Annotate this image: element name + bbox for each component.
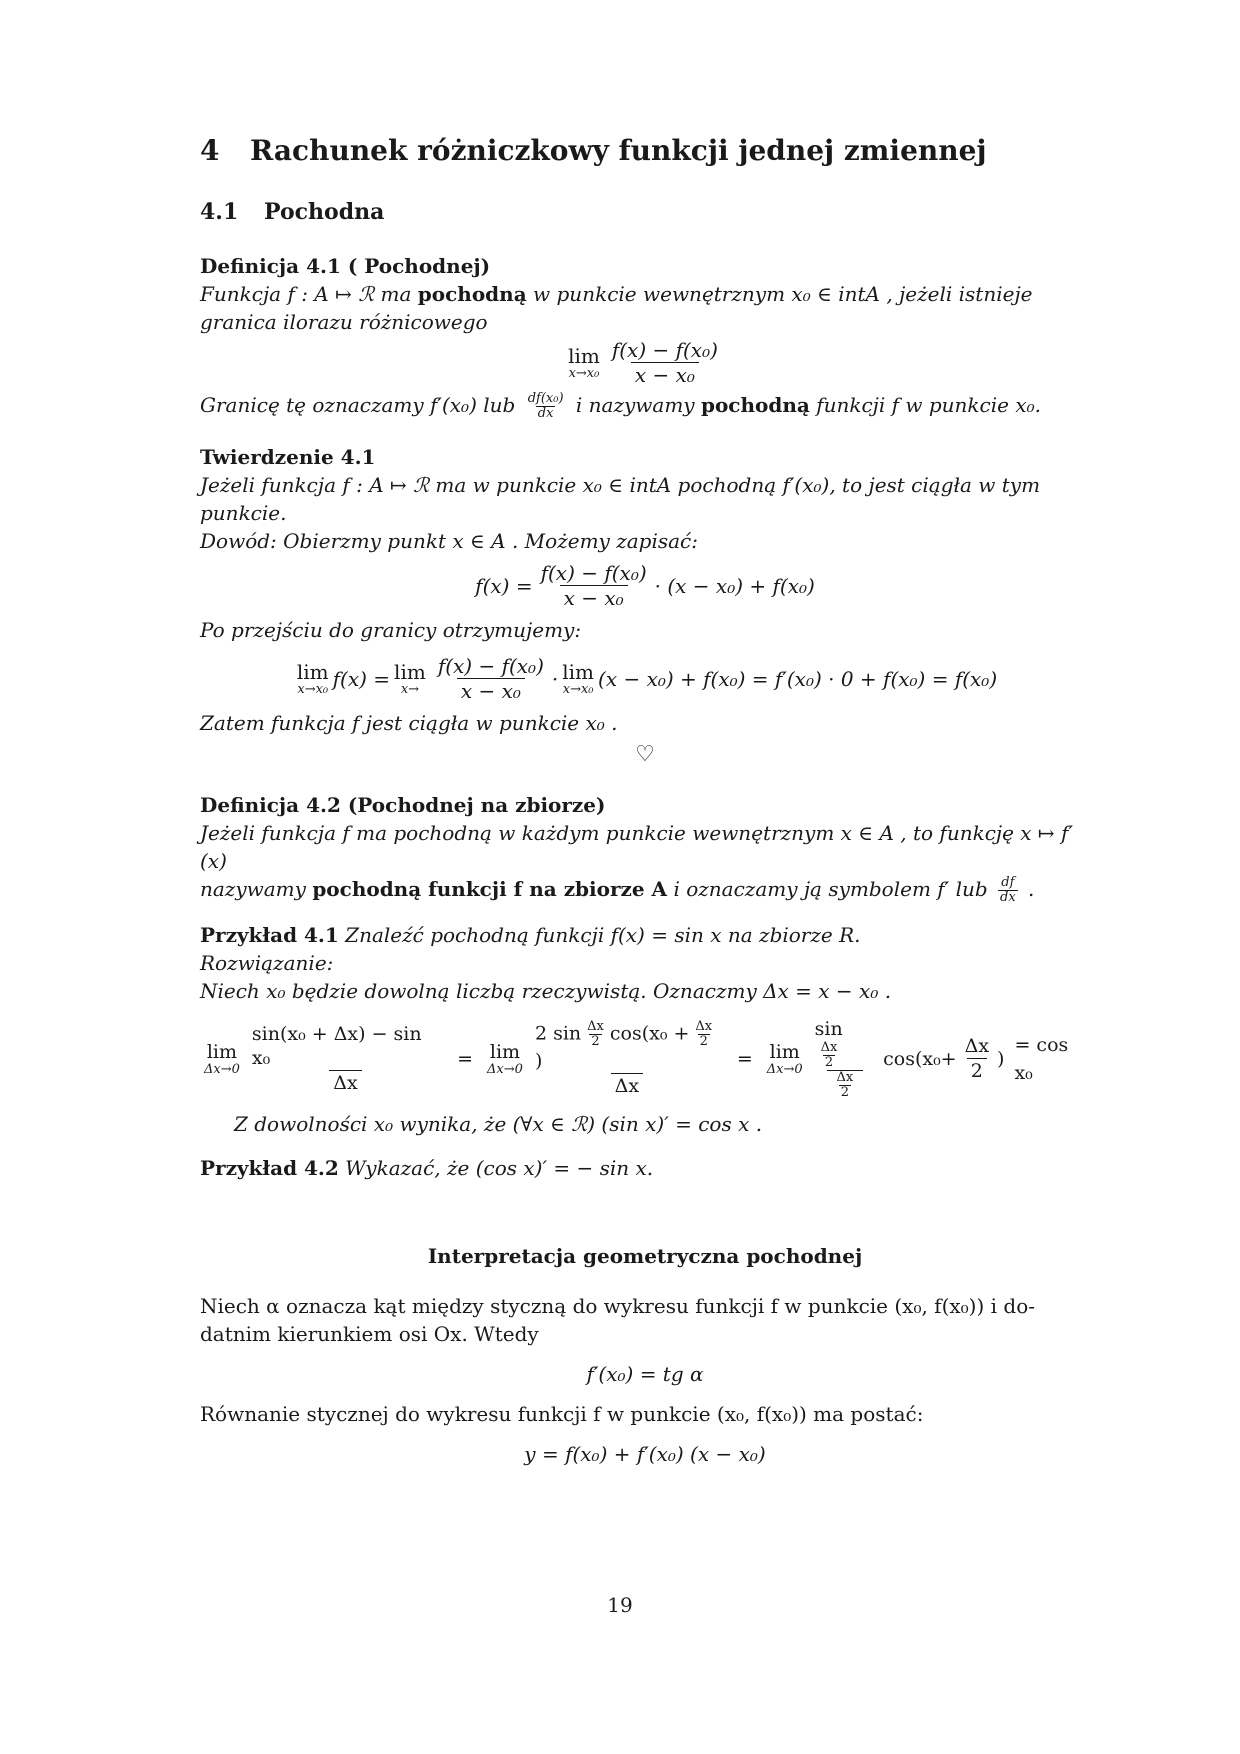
numerator: Δx (964, 1035, 990, 1057)
section-title: Pochodna (264, 199, 385, 225)
def2-text: . (1028, 877, 1035, 901)
fraction (434, 654, 548, 703)
def1-map: f : A ↦ ℛ (287, 282, 375, 306)
numerator (811, 1017, 879, 1070)
section-heading (200, 198, 1090, 226)
def1-text: Funkcja (200, 282, 282, 306)
example-4-2 (200, 1154, 1090, 1182)
limit-operator (297, 661, 329, 697)
page-number: 19 (607, 1593, 633, 1617)
derivative-fraction (998, 876, 1018, 905)
fraction (608, 338, 722, 387)
limit-operator (767, 1041, 803, 1077)
numerator: Δx (820, 1040, 838, 1055)
page-content (200, 120, 1090, 1472)
fraction (961, 1034, 993, 1083)
proof-text: Po przejściu do granicy otrzymujemy: (200, 618, 582, 642)
def2-bold-term: pochodną funkcji f na zbiorze A (312, 877, 668, 901)
denominator: 2 (699, 1033, 708, 1049)
lim-word: lim (206, 1040, 238, 1063)
limit-operator (562, 661, 594, 697)
numerator-part: ) (534, 1049, 543, 1072)
numerator: df(x₀) (527, 391, 564, 406)
def1-text: jeżeli istnieje (899, 282, 1033, 306)
denominator: x − x₀ (457, 678, 525, 703)
lim-word: lim (568, 343, 600, 368)
proof-equation-2 (200, 654, 1090, 703)
limit-operator (394, 661, 426, 697)
chapter-number: 4 (200, 134, 220, 167)
chapter-title: Rachunek różniczkowy funkcji jednej zmiennej (250, 134, 987, 167)
def1-math: f′(x₀) (430, 393, 477, 417)
lim-subscript: Δx→0 (204, 1061, 240, 1077)
def1-text: i nazywamy (575, 393, 695, 417)
tangent-line-equation: y = f(x₀) + f′(x₀) (x − x₀) (524, 1442, 766, 1466)
geom-paragraph: Równanie stycznej do wykresu funkcji f w punkcie (x₀, f(x₀)) ma postać: (200, 1402, 924, 1426)
solution-text: Niech x₀ będzie dowolną liczbą rzeczywistą. Oznaczmy Δx = x − x₀ . (200, 979, 892, 1003)
lim-word: lim (769, 1040, 800, 1063)
numerator: df (1001, 875, 1015, 890)
denominator: x − x₀ (560, 585, 628, 610)
solution-label: Rozwiązanie: (200, 951, 334, 975)
equation-part: (x − x₀) + f(x₀) = f′(x₀) · 0 + f(x₀) = f(x₀) (598, 666, 998, 691)
subsection-title: Interpretacja geometryczna pochodnej (427, 1244, 863, 1268)
section-number: 4.1 (200, 199, 239, 225)
denominator: 2 (591, 1033, 600, 1049)
example-task-line (200, 921, 1090, 949)
limit-operator (204, 1041, 240, 1077)
half-fraction (819, 1041, 840, 1070)
example-heading: Przykład 4.1 (200, 923, 339, 947)
fraction (248, 1022, 443, 1095)
definition-heading: Definicja 4.2 (Pochodnej na zbiorze) (200, 793, 606, 817)
denominator: dx (1000, 890, 1016, 905)
half-fraction (693, 1020, 714, 1049)
theorem-text: punkcie. (200, 501, 287, 525)
generalization-text: Z dowolności x₀ wynika, że (∀x ∈ ℛ) (sin x)′ = cos x . (234, 1112, 763, 1136)
equals-sign: = (736, 1047, 753, 1070)
lim-word: lim (489, 1040, 521, 1063)
proof-equation-1 (200, 561, 1090, 610)
denominator: 2 (967, 1058, 987, 1083)
definition-heading: Definicja 4.1 ( Pochodnej) (200, 254, 491, 278)
lim-subscript: Δx→0 (766, 1061, 803, 1077)
definition-line (200, 280, 1090, 308)
lim-word: lim (562, 659, 595, 684)
theorem-4-1 (200, 443, 1090, 769)
equals-sign: = (457, 1047, 474, 1070)
lim-subscript: Δx→0 (487, 1061, 523, 1077)
example-task: Wykazać, że (cos x)′ = − sin x. (345, 1156, 654, 1180)
def1-text: lub (483, 393, 516, 417)
numerator-part: cos(x₀ + (609, 1022, 690, 1044)
denominator: Δx (329, 1070, 361, 1095)
equation-part: · (551, 666, 559, 691)
fraction (811, 1017, 879, 1100)
numerator (531, 1020, 723, 1073)
geom-paragraph: datnim kierunkiem osi Ox. Wtedy (200, 1322, 539, 1346)
chapter-heading (200, 134, 1090, 168)
fraction (531, 1020, 723, 1098)
denominator: x − x₀ (631, 362, 699, 387)
def1-text: Granicę tę oznaczamy (200, 393, 424, 417)
denominator: 2 (840, 1085, 850, 1100)
half-fraction (585, 1020, 606, 1049)
numerator: f(x) − f(x₀) (540, 561, 647, 585)
lim-subscript: x→ (400, 681, 420, 697)
denominator: 2 (824, 1055, 834, 1070)
sin-word: sin (814, 1018, 843, 1040)
fraction (537, 561, 651, 610)
proof-intro: Dowód: Obierzmy punkt x ∈ A . Możemy zapisać: (200, 529, 698, 553)
lim-subscript: x→x₀ (568, 365, 600, 381)
numerator: Δx (695, 1018, 713, 1034)
theorem-heading: Twierdzenie 4.1 (200, 445, 376, 469)
lim-word: lim (394, 659, 426, 684)
example-4-1 (200, 921, 1090, 1138)
equation-result: = cos x₀ (1014, 1033, 1069, 1084)
numerator-part: 2 sin (534, 1022, 582, 1044)
denominator: dx (537, 406, 554, 421)
difference-quotient-equation (200, 338, 1090, 387)
definition-line (200, 875, 1090, 905)
definition-4-1 (200, 252, 1090, 421)
example-heading: Przykład 4.2 (200, 1156, 339, 1180)
proof-conclusion: Zatem funkcja f jest ciągła w punkcie x₀ . (200, 711, 618, 735)
limit-operator (487, 1041, 523, 1077)
def1-text: w punkcie wewnętrznym (533, 282, 786, 306)
definition-line: Jeżeli funkcja f ma pochodną w każdym punkcie wewnętrznym x ∈ A , to funkcję x ↦ f′(x) (200, 821, 1073, 873)
definition-line (200, 391, 1090, 421)
limit-operator (568, 345, 600, 381)
half-fraction (835, 1071, 856, 1100)
qed-heart-icon: ♡ (635, 742, 655, 767)
denominator (827, 1070, 864, 1100)
equation-part: ) (997, 1047, 1005, 1070)
def2-text: nazywamy (200, 877, 306, 901)
equation-part: f(x) = (475, 573, 533, 598)
lim-subscript: x→x₀ (297, 681, 329, 697)
equation-part: f(x) = (332, 666, 391, 691)
equation-part: · (x − x₀) + f(x₀) (654, 573, 815, 598)
derivative-fraction (526, 392, 566, 421)
def2-text: i oznaczamy ją symbolem f′ lub (673, 877, 988, 901)
def1-text: ma (380, 282, 412, 306)
lim-subscript: x→x₀ (562, 681, 594, 697)
equation-part: cos(x₀+ (883, 1047, 957, 1070)
numerator: f(x) − f(x₀) (437, 654, 544, 678)
numerator: sin(x₀ + Δx) − sin x₀ (251, 1023, 422, 1069)
numerator: Δx (587, 1018, 604, 1034)
denominator: Δx (611, 1073, 643, 1098)
sine-limit-equation (200, 1017, 1090, 1100)
def1-bold-term: pochodną (417, 282, 527, 306)
def1-text: funkcji f w punkcie x₀. (816, 393, 1041, 417)
definition-line: granica ilorazu różnicowego (200, 310, 488, 334)
tangent-slope-equation: f′(x₀) = tg α (586, 1362, 704, 1386)
def1-bold-term: pochodną (700, 393, 810, 417)
def1-math: x₀ ∈ intA , (791, 282, 893, 306)
numerator: f(x) − f(x₀) (611, 338, 718, 362)
example-task: Znaleźć pochodną funkcji f(x) = sin x na zbiorze R. (345, 923, 861, 947)
definition-4-2 (200, 791, 1090, 905)
lim-word: lim (296, 659, 329, 684)
geom-paragraph: Niech α oznacza kąt między styczną do wykresu funkcji f w punkcie (x₀, f(x₀)) i do- (200, 1294, 1035, 1318)
numerator: Δx (836, 1070, 854, 1085)
theorem-text: Jeżeli funkcja f : A ↦ ℛ ma w punkcie x₀ ∈ intA pochodną f′(x₀), to jest ciągła w tym (200, 473, 1041, 497)
geometric-interpretation (200, 1242, 1090, 1468)
